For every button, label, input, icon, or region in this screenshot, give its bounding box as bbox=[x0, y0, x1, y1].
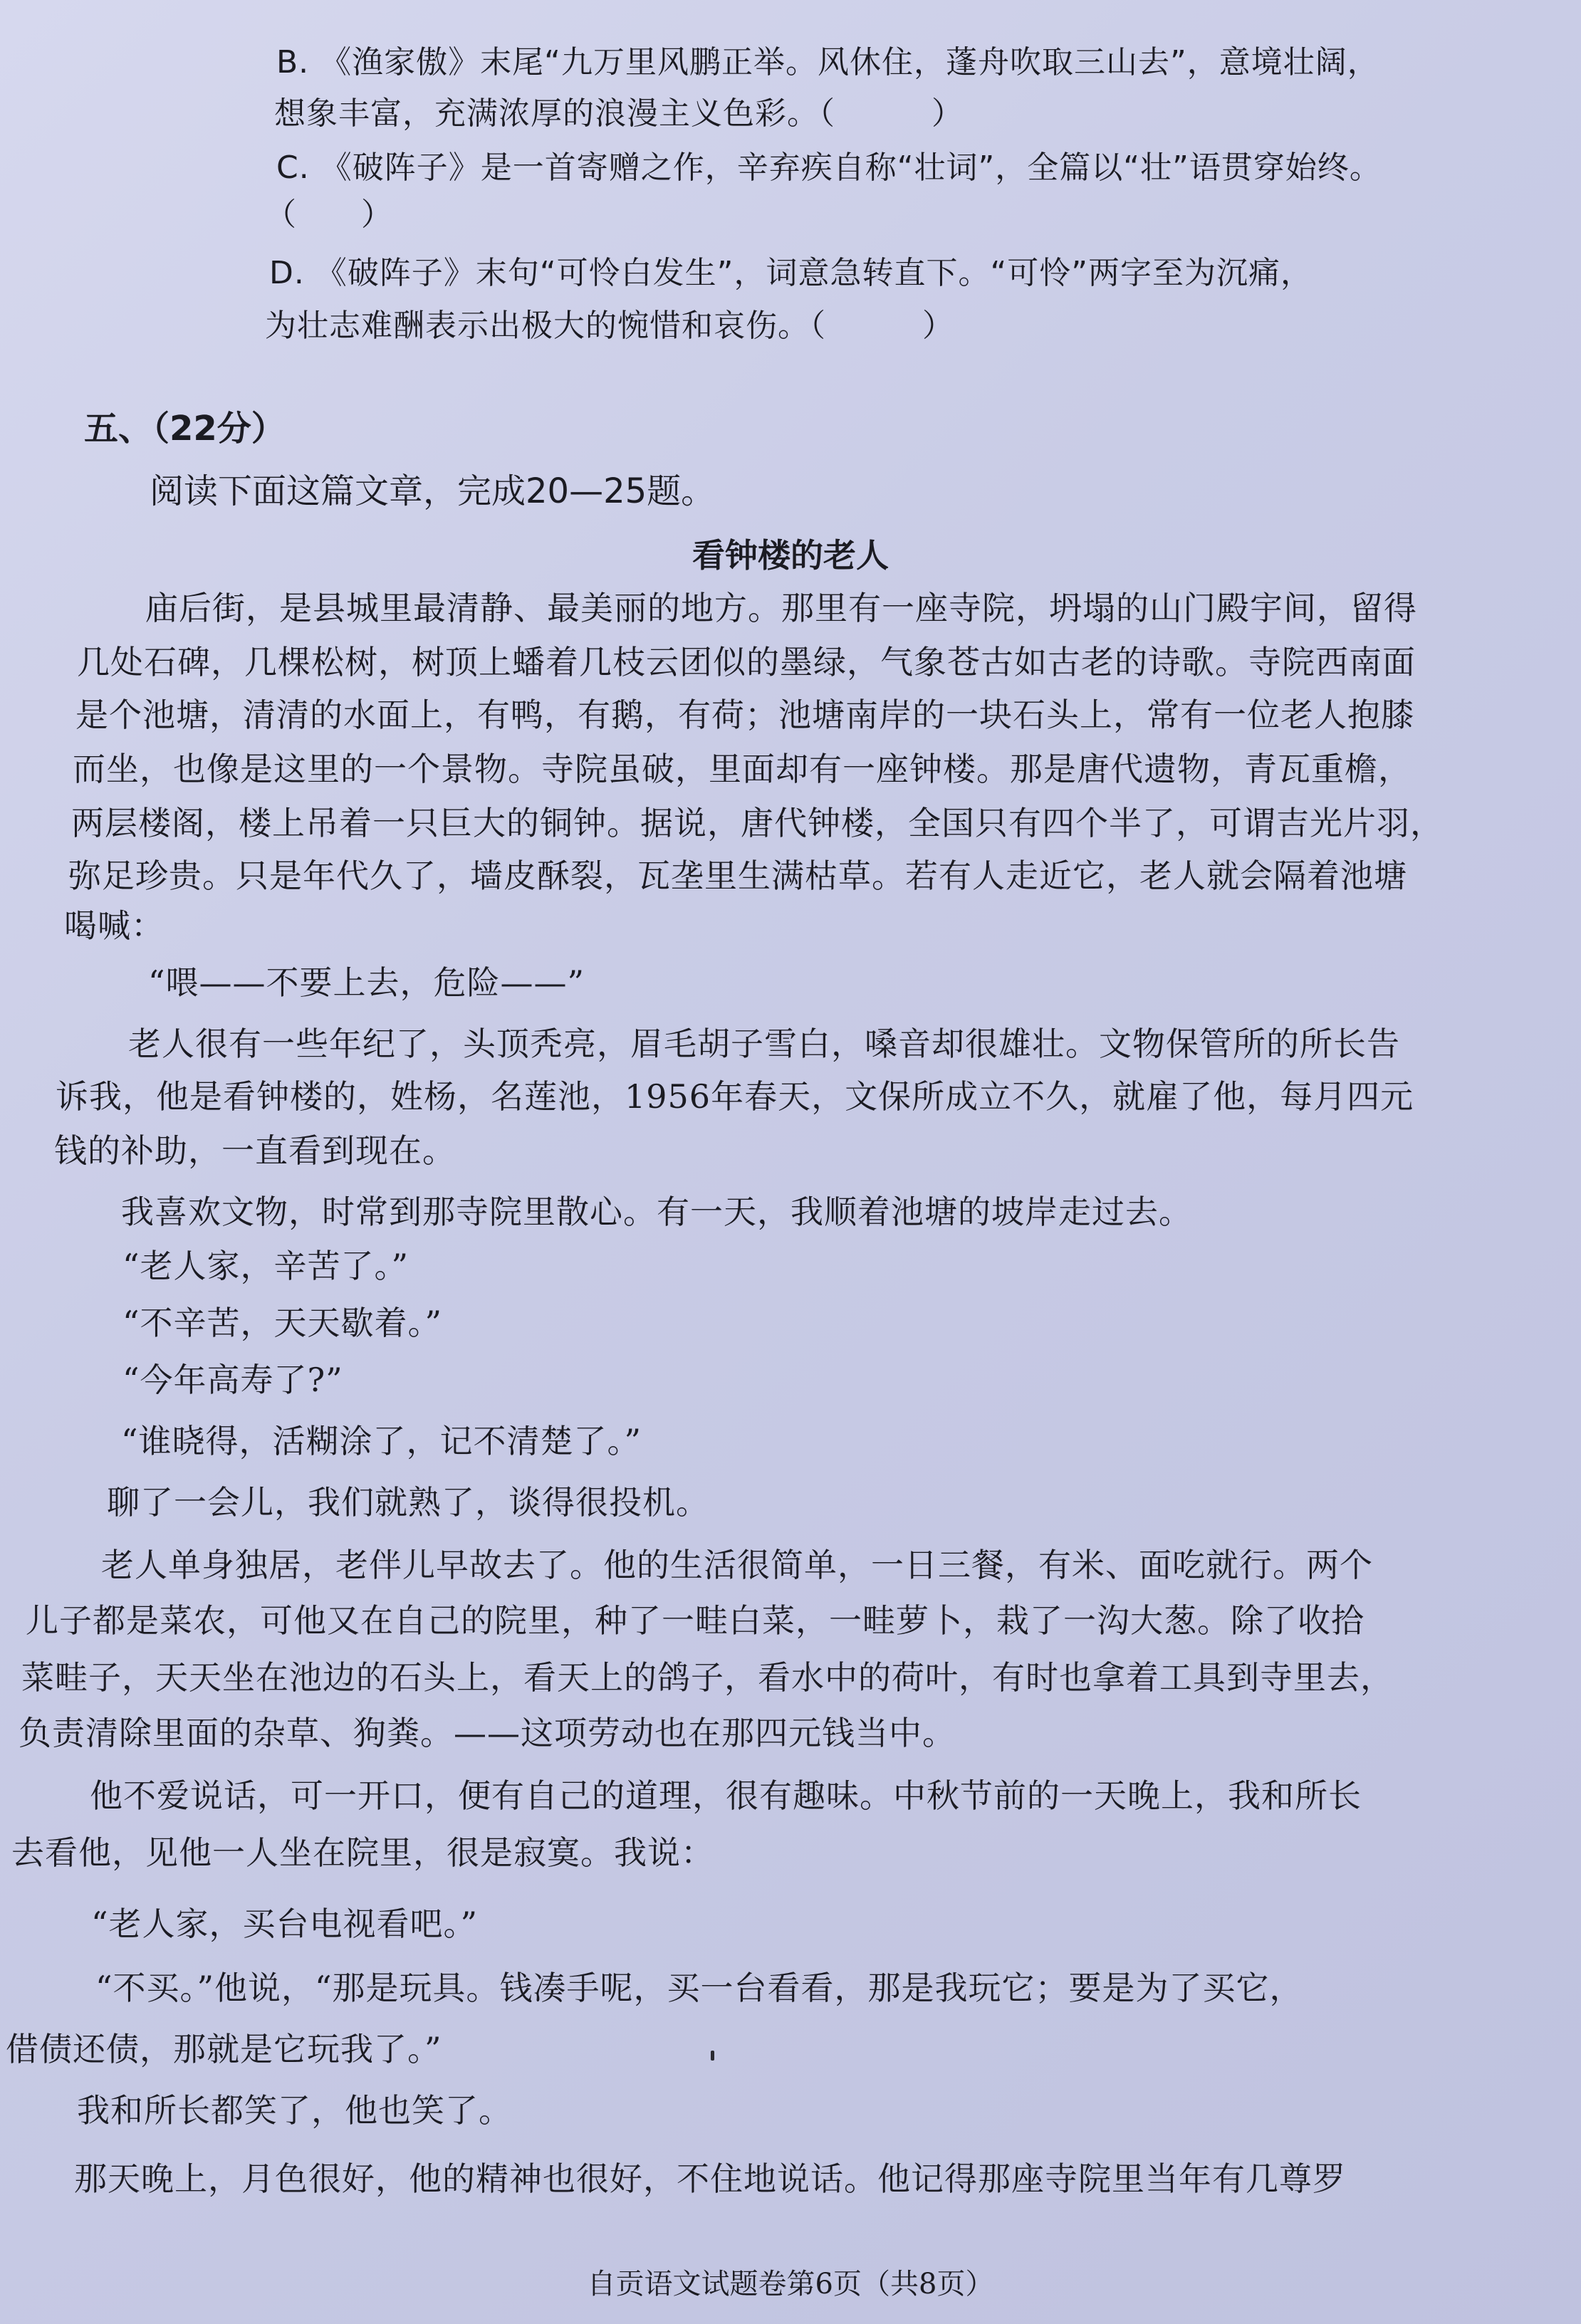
section-instruction: 阅读下面这篇文章，完成20—25题。 bbox=[150, 471, 716, 511]
article-title: 看钟楼的老人 bbox=[692, 536, 889, 575]
article-line: 钱的补助，一直看到现在。 bbox=[54, 1131, 456, 1170]
article-line: 几处石碑，几棵松树，树顶上蟠着几枝云团似的墨绿，气象苍古如古老的诗歌。寺院西南面 bbox=[77, 643, 1416, 681]
article-line: 他不爱说话，可一开口，便有自己的道理，很有趣味。中秋节前的一天晚上，我和所长 bbox=[90, 1776, 1362, 1815]
article-line: “今年高寿了?” bbox=[122, 1361, 343, 1399]
article-line: “不辛苦，天天歇着。” bbox=[122, 1304, 443, 1342]
article-line: 去看他，见他一人坐在院里，很是寂寞。我说： bbox=[11, 1833, 714, 1872]
option-c-line-1: C. 《破阵子》是一首寄赠之作，辛弃疾自称“壮词”，全篇以“壮”语贯穿始终。 bbox=[276, 150, 1382, 186]
section-title: 五、（22分） bbox=[84, 409, 286, 449]
page-footer: 自贡语文试题卷第6页（共8页） bbox=[587, 2268, 994, 2301]
article-line: “老人家，辛苦了。” bbox=[122, 1247, 409, 1285]
article-line: “谁晓得，活糊涂了，记不清楚了。” bbox=[121, 1422, 642, 1460]
article-line: 而坐，也像是这里的一个景物。寺院虽破，里面却有一座钟楼。那是唐代遗物，青瓦重檐， bbox=[73, 750, 1412, 788]
ink-speck bbox=[711, 2051, 714, 2061]
option-d-line-2: 为壮志难酬表示出极大的惋惜和哀伤。（ ） bbox=[265, 308, 954, 344]
article-line: 借债还债，那就是它玩我了。” bbox=[6, 2030, 442, 2068]
option-b-line-2: 想象丰富，充满浓厚的浪漫主义色彩。（ ） bbox=[274, 95, 964, 132]
article-line: 那天晚上，月色很好，他的精神也很好，不住地说话。他记得那座寺院里当年有几尊罗 bbox=[74, 2160, 1346, 2198]
article-line: 老人很有一些年纪了，头顶秃亮，眉毛胡子雪白，嗓音却很雄壮。文物保管所的所长告 bbox=[128, 1025, 1400, 1063]
article-line: 喝喊： bbox=[64, 906, 165, 945]
article-line: “喂——不要上去，危险——” bbox=[148, 963, 585, 1002]
article-line: 我喜欢文物，时常到那寺院里散心。有一天，我顺着池塘的坡岸走过去。 bbox=[121, 1193, 1192, 1231]
article-line: 两层楼阁，楼上吊着一只巨大的铜钟。据说，唐代钟楼，全国只有四个半了，可谓吉光片羽， bbox=[71, 804, 1444, 842]
article-line: 弥足珍贵。只是年代久了，墙皮酥裂，瓦垄里生满枯草。若有人走近它，老人就会隔着池塘 bbox=[68, 857, 1407, 895]
article-line: 我和所长都笑了，他也笑了。 bbox=[77, 2091, 512, 2130]
option-d-line-1: D. 《破阵子》末句“可怜白发生”，词意急转直下。“可怜”两字至为沉痛， bbox=[269, 255, 1313, 291]
article-line: 庙后街，是县城里最清静、最美丽的地方。那里有一座寺院，坍塌的山门殿宇间，留得 bbox=[145, 589, 1417, 627]
article-line: 儿子都是菜农，可他又在自己的院里，种了一畦白菜，一畦萝卜，栽了一沟大葱。除了收拾 bbox=[26, 1601, 1365, 1640]
article-line: 是个池塘，清清的水面上，有鸭，有鹅，有荷；池塘南岸的一块石头上，常有一位老人抱膝 bbox=[75, 696, 1414, 734]
article-line: 老人单身独居，老伴儿早故去了。他的生活很简单，一日三餐，有米、面吃就行。两个 bbox=[101, 1546, 1373, 1584]
article-line: “老人家，买台电视看吧。” bbox=[91, 1905, 479, 1943]
option-b-line-1: B. 《渔家傲》末尾“九万里风鹏正举。风休住，蓬舟吹取三山去”，意境壮阔， bbox=[276, 44, 1379, 80]
article-line: 诉我，他是看钟楼的，姓杨，名莲池，1956年春天，文保所成立不久，就雇了他，每月四元 bbox=[56, 1077, 1414, 1116]
article-line: 负责清除里面的杂草、狗粪。——这项劳动也在那四元钱当中。 bbox=[19, 1714, 956, 1752]
article-line: 聊了一会儿，我们就熟了，谈得很投机。 bbox=[107, 1483, 709, 1522]
article-line: 菜畦子，天天坐在池边的石头上，看天上的鸽子，看水中的荷叶，有时也拿着工具到寺里去， bbox=[21, 1658, 1394, 1697]
article-line: “不买。”他说，“那是玩具。钱凑手呢，买一台看看，那是我玩它；要是为了买它， bbox=[95, 1969, 1303, 2007]
option-c-line-2: （ ） bbox=[265, 197, 393, 233]
